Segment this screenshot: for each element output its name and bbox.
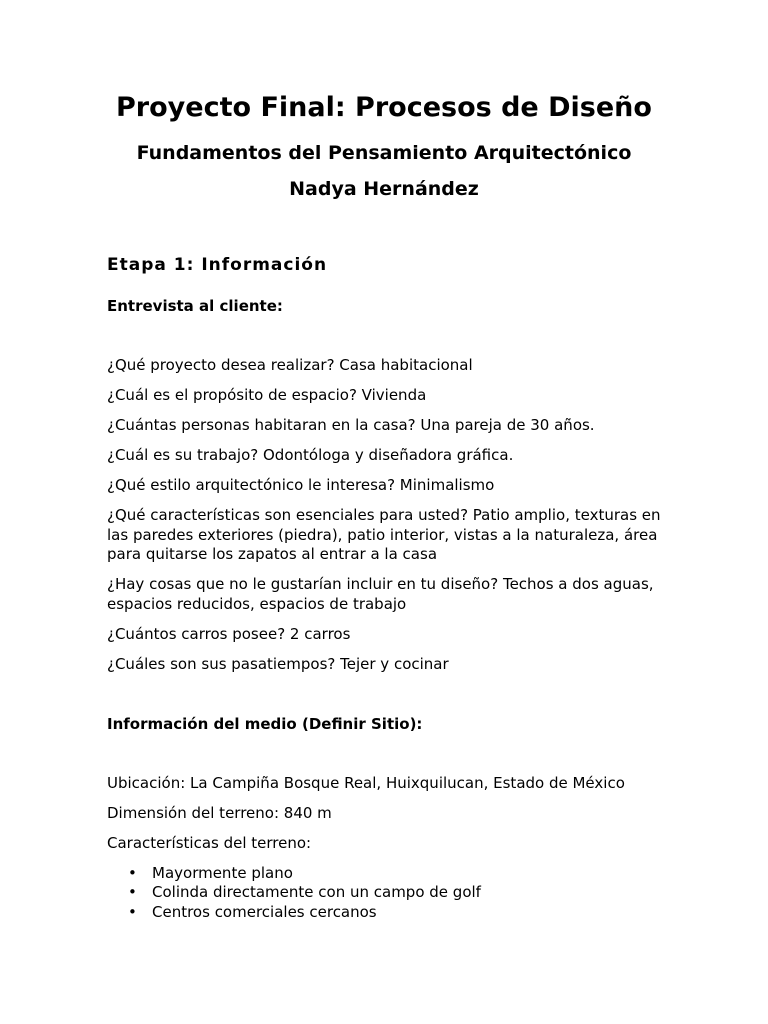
document-title: Proyecto Final: Procesos de Diseño — [116, 92, 652, 123]
interview-item: ¿Qué estilo arquitectónico le interesa? Minimalismo — [107, 476, 495, 494]
bullet-icon: • — [128, 883, 137, 901]
bullet-icon: • — [128, 863, 137, 882]
site-location: Ubicación: La Campiña Bosque Real, Huixquilucan, Estado de México — [107, 773, 625, 792]
feature-text: Mayormente plano — [152, 863, 293, 882]
interview-item: ¿Qué proyecto desea realizar? Casa habitacional — [107, 356, 473, 374]
list-item — [107, 864, 667, 884]
document-subtitle: Fundamentos del Pensamiento Arquitectónico — [136, 142, 632, 164]
spacer — [107, 734, 667, 774]
document-body — [107, 253, 667, 922]
interview-item: ¿Cuál es el propósito de espacio? Vivienda — [107, 386, 427, 404]
interview-item: ¿Qué características son esenciales para usted? Patio amplio, texturas en las paredes exteriores (piedra), patio interior, vistas a la naturaleza, área para quitarse los zapatos al entrar a la casa — [107, 506, 661, 563]
interview-item: ¿Hay cosas que no le gustarían incluir en tu diseño? Techos a dos aguas, espacios reducidos, espacios de trabajo — [107, 575, 654, 613]
document-author: Nadya Hernández — [289, 178, 479, 200]
interview-item: ¿Cuántos carros posee? 2 carros — [107, 624, 351, 643]
interview-item: ¿Cuál es su trabajo? Odontóloga y diseñadora gráfica. — [107, 446, 514, 464]
site-features-list — [107, 864, 667, 923]
interview-list — [107, 356, 667, 674]
stage-heading: Etapa 1: Información — [107, 255, 328, 275]
feature-text: Centros comerciales cercanos — [152, 902, 377, 921]
site-dimension: Dimensión del terreno: 840 m — [107, 803, 332, 822]
site-label: Información del medio (Definir Sitio): — [107, 714, 423, 733]
list-item — [107, 883, 667, 903]
feature-text: Colinda directamente con un campo de golf — [152, 883, 481, 901]
list-item — [107, 903, 667, 923]
interview-item: ¿Cuáles son sus pasatiempos? Tejer y cocinar — [107, 654, 449, 673]
spacer — [107, 685, 667, 714]
interview-label: Entrevista al cliente: — [107, 297, 283, 315]
spacer — [107, 316, 667, 356]
interview-item: ¿Cuántas personas habitaran en la casa? Una pareja de 30 años. — [107, 416, 595, 434]
bullet-icon: • — [128, 902, 137, 921]
site-features-label: Características del terreno: — [107, 833, 312, 852]
